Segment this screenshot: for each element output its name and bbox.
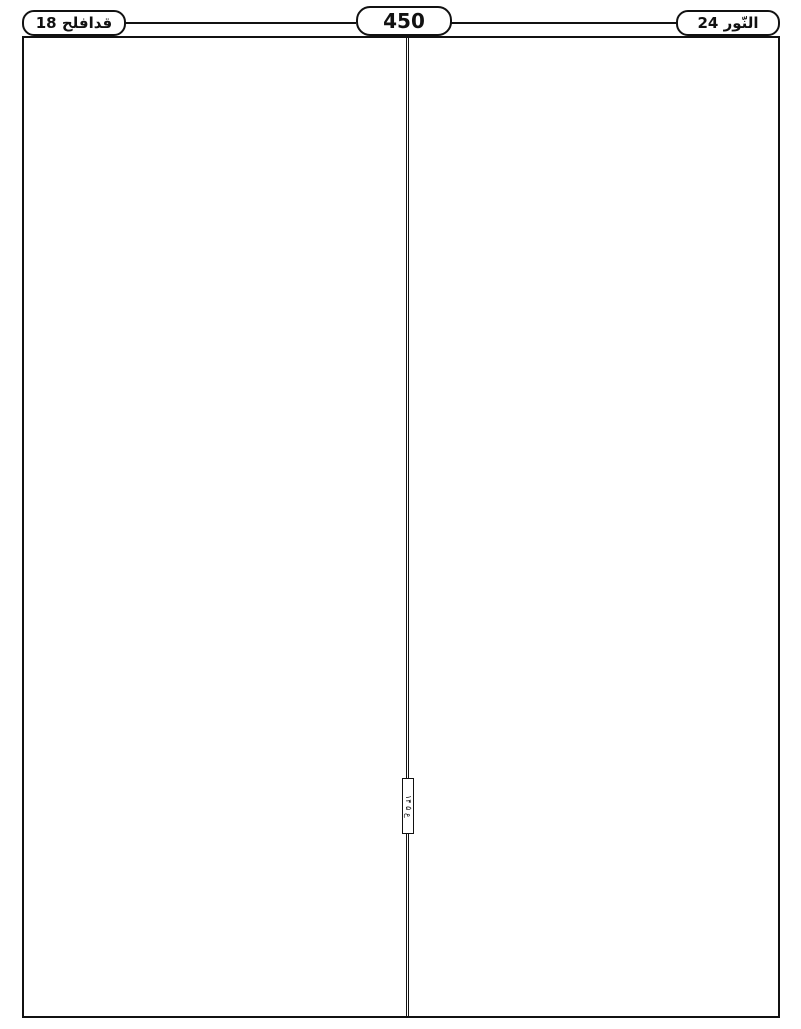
page-frame [22,36,780,1018]
header-rule-right [448,22,678,24]
column-divider [406,38,409,1016]
ruku-mark: ع ۵ ۱۴ [402,778,414,834]
page-header [22,6,780,38]
page-number: 450 [356,6,452,36]
surah-name-tag: النّور 24 [676,10,780,36]
para-name-tag: قدافلح 18 [22,10,126,36]
quran-page [22,6,780,1018]
header-rule-left [124,22,356,24]
